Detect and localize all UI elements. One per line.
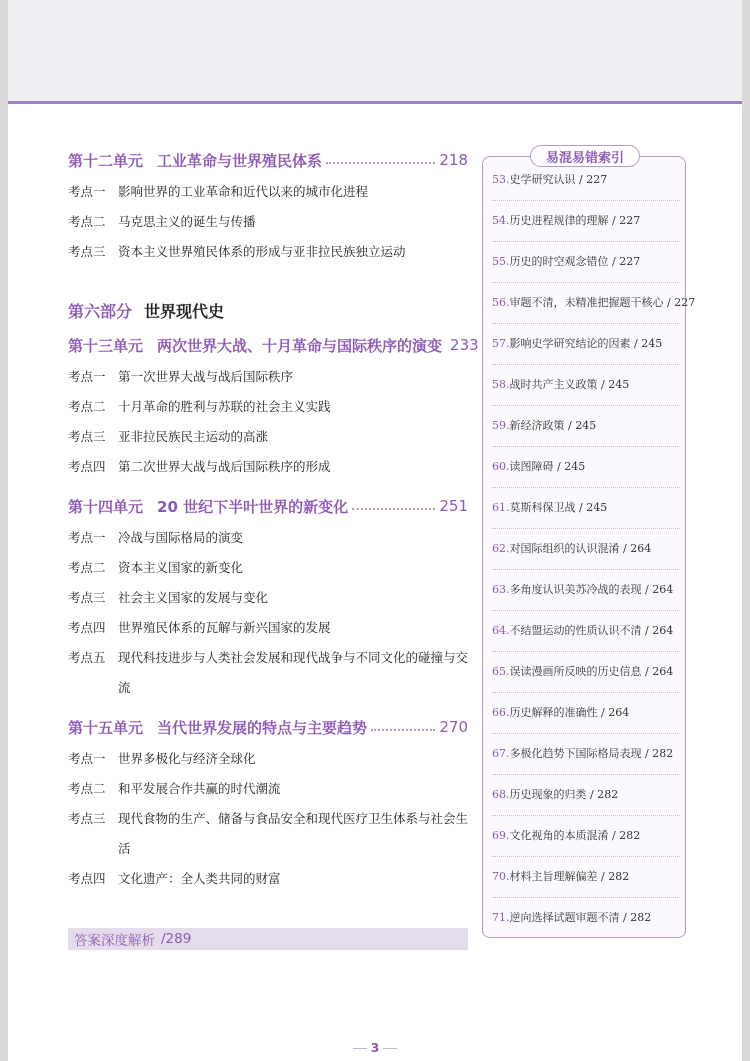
part-number: 第六部分 xyxy=(68,301,133,321)
unit-number: 第十五单元 xyxy=(68,718,144,737)
index-item-text: 历史解释的准确性 / 264 xyxy=(509,706,630,719)
index-separator xyxy=(492,774,680,775)
answer-analysis-link[interactable] xyxy=(68,928,468,950)
exam-point[interactable] xyxy=(68,207,478,237)
point-label: 考点四 xyxy=(68,459,106,474)
index-item[interactable] xyxy=(492,289,696,317)
index-item[interactable] xyxy=(492,658,684,686)
index-item-number: 70. xyxy=(492,870,510,883)
exam-point[interactable] xyxy=(68,864,478,894)
unit-heading[interactable] xyxy=(68,333,479,357)
index-item[interactable] xyxy=(492,248,684,276)
point-label: 考点三 xyxy=(68,429,106,444)
point-text: 第一次世界大战与战后国际秩序 xyxy=(118,369,294,384)
index-item-number: 56. xyxy=(492,296,510,309)
point-text: 影响世界的工业革命和近代以来的城市化进程 xyxy=(118,184,369,199)
point-label: 考点五 xyxy=(68,650,106,665)
index-item-text: 新经济政策 / 245 xyxy=(509,419,597,432)
index-item-number: 61. xyxy=(492,501,510,514)
index-item-text: 逆向选择试题审题不清 / 282 xyxy=(509,911,652,924)
point-label: 考点一 xyxy=(68,530,106,545)
index-item-text: 不结盟运动的性质认识不清 / 264 xyxy=(509,624,674,637)
point-text: 资本主义国家的新变化 xyxy=(118,560,244,575)
index-item[interactable] xyxy=(492,207,684,235)
index-item-number: 68. xyxy=(492,788,510,801)
index-item-number: 67. xyxy=(492,747,510,760)
unit-heading[interactable] xyxy=(68,148,468,172)
exam-point[interactable] xyxy=(68,804,478,864)
index-item-number: 58. xyxy=(492,378,510,391)
exam-point[interactable] xyxy=(68,362,478,392)
point-text: 现代科技进步与人类社会发展和现代战争与不同文化的碰撞与交流 xyxy=(118,650,469,695)
index-item-text: 影响史学研究结论的因素 / 245 xyxy=(509,337,663,350)
leader-dots xyxy=(326,162,435,164)
leader-dots xyxy=(352,508,435,510)
unit-heading[interactable] xyxy=(68,494,468,518)
index-item-number: 53. xyxy=(492,173,510,186)
point-text: 马克思主义的诞生与传播 xyxy=(118,214,256,229)
exam-point[interactable] xyxy=(68,613,478,643)
unit-number: 第十二单元 xyxy=(68,151,144,170)
index-item[interactable] xyxy=(492,576,684,604)
unit-title: 两次世界大战、十月革命与国际秩序的演变 xyxy=(157,336,443,355)
footer-rule xyxy=(383,1048,397,1049)
exam-point[interactable] xyxy=(68,523,478,553)
part-heading[interactable] xyxy=(68,298,224,322)
point-label: 考点二 xyxy=(68,399,106,414)
index-item[interactable] xyxy=(492,740,684,768)
index-item[interactable] xyxy=(492,453,684,481)
unit-title: 工业革命与世界殖民体系 xyxy=(157,151,323,170)
exam-point[interactable] xyxy=(68,452,478,482)
index-item-text: 历史现象的归类 / 282 xyxy=(509,788,619,801)
point-text: 世界殖民体系的瓦解与新兴国家的发展 xyxy=(118,620,331,635)
index-item-text: 误读漫画所反映的历史信息 / 264 xyxy=(509,665,674,678)
unit-page: 270 xyxy=(439,718,468,736)
index-separator xyxy=(492,241,680,242)
index-item[interactable] xyxy=(492,166,684,194)
page xyxy=(8,0,742,1061)
index-separator xyxy=(492,610,680,611)
point-label: 考点二 xyxy=(68,214,106,229)
point-text: 资本主义世界殖民体系的形成与亚非拉民族独立运动 xyxy=(118,244,406,259)
index-separator xyxy=(492,405,680,406)
point-text: 社会主义国家的发展与变化 xyxy=(118,590,269,605)
unit-number: 第十三单元 xyxy=(68,336,144,355)
index-item-number: 66. xyxy=(492,706,510,719)
unit-page: 251 xyxy=(439,497,468,515)
index-separator xyxy=(492,446,680,447)
point-text: 和平发展合作共赢的时代潮流 xyxy=(118,781,281,796)
index-separator xyxy=(492,733,680,734)
index-item-text: 材料主旨理解偏差 / 282 xyxy=(509,870,630,883)
index-separator xyxy=(492,282,680,283)
point-label: 考点四 xyxy=(68,871,106,886)
index-separator xyxy=(492,692,680,693)
unit-heading[interactable] xyxy=(68,715,468,739)
point-label: 考点四 xyxy=(68,620,106,635)
index-item[interactable] xyxy=(492,412,684,440)
exam-point[interactable] xyxy=(68,744,478,774)
index-item-text: 审题不清，未精准把握题干核心 / 227 xyxy=(509,296,696,309)
index-item-text: 战时共产主义政策 / 245 xyxy=(509,378,630,391)
index-item[interactable] xyxy=(492,330,684,358)
unit-number: 第十四单元 xyxy=(68,497,144,516)
point-label: 考点二 xyxy=(68,781,106,796)
index-item-text: 文化视角的本质混淆 / 282 xyxy=(509,829,641,842)
index-item-number: 65. xyxy=(492,665,510,678)
exam-point[interactable] xyxy=(68,422,478,452)
index-item-number: 62. xyxy=(492,542,510,555)
index-item[interactable] xyxy=(492,904,684,932)
point-label: 考点三 xyxy=(68,811,106,826)
index-item-text: 读图障碍 / 245 xyxy=(509,460,586,473)
index-separator xyxy=(492,815,680,816)
index-item-number: 69. xyxy=(492,829,510,842)
index-item[interactable] xyxy=(492,699,684,727)
exam-point[interactable] xyxy=(68,177,478,207)
index-separator xyxy=(492,487,680,488)
index-item[interactable] xyxy=(492,371,684,399)
exam-point[interactable] xyxy=(68,237,478,267)
header-band xyxy=(8,0,742,104)
index-item[interactable] xyxy=(492,617,684,645)
index-separator xyxy=(492,856,680,857)
exam-point[interactable] xyxy=(68,774,478,804)
index-item[interactable] xyxy=(492,494,684,522)
page-number-text: 3 xyxy=(370,1041,380,1055)
leader-dots xyxy=(371,729,435,731)
index-item-number: 54. xyxy=(492,214,510,227)
point-text: 十月革命的胜利与苏联的社会主义实践 xyxy=(118,399,331,414)
point-text: 冷战与国际格局的演变 xyxy=(118,530,244,545)
index-item[interactable] xyxy=(492,863,684,891)
point-text: 现代食物的生产、储备与食品安全和现代医疗卫生体系与社会生活 xyxy=(118,811,469,856)
point-label: 考点一 xyxy=(68,369,106,384)
exam-point[interactable] xyxy=(68,583,478,613)
index-separator xyxy=(492,897,680,898)
unit-title: 20 世纪下半叶世界的新变化 xyxy=(157,497,349,516)
answer-page: /289 xyxy=(161,931,192,947)
index-item-text: 莫斯科保卫战 / 245 xyxy=(509,501,608,514)
exam-point[interactable] xyxy=(68,643,478,703)
index-separator xyxy=(492,323,680,324)
exam-point[interactable] xyxy=(68,392,478,422)
index-item-number: 63. xyxy=(492,583,510,596)
unit-title: 当代世界发展的特点与主要趋势 xyxy=(157,718,368,737)
unit-page: 218 xyxy=(439,151,468,169)
footer-rule xyxy=(353,1048,367,1049)
point-text: 世界多极化与经济全球化 xyxy=(118,751,256,766)
point-label: 考点一 xyxy=(68,184,106,199)
point-label: 考点二 xyxy=(68,560,106,575)
index-item[interactable] xyxy=(492,535,684,563)
index-item-text: 史学研究认识 / 227 xyxy=(509,173,608,186)
index-separator xyxy=(492,569,680,570)
index-item-number: 57. xyxy=(492,337,510,350)
index-item-number: 59. xyxy=(492,419,510,432)
index-separator xyxy=(492,651,680,652)
point-text: 亚非拉民族民主运动的高涨 xyxy=(118,429,269,444)
index-item-number: 71. xyxy=(492,911,510,924)
index-item[interactable] xyxy=(492,781,684,809)
index-separator xyxy=(492,200,680,201)
index-item-text: 历史进程规律的理解 / 227 xyxy=(509,214,641,227)
point-text: 第二次世界大战与战后国际秩序的形成 xyxy=(118,459,331,474)
index-item-text: 多极化趋势下国际格局表现 / 282 xyxy=(509,747,674,760)
index-item-text: 历史的时空观念错位 / 227 xyxy=(509,255,641,268)
index-item-number: 64. xyxy=(492,624,510,637)
answer-label: 答案深度解析 xyxy=(74,933,155,949)
index-title: 易混易错索引 xyxy=(530,145,640,167)
index-separator xyxy=(492,528,680,529)
exam-point[interactable] xyxy=(68,553,478,583)
index-item-number: 55. xyxy=(492,255,510,268)
unit-page: 233 xyxy=(450,336,479,354)
page-number xyxy=(8,1038,742,1058)
index-item-text: 对国际组织的认识混淆 / 264 xyxy=(509,542,652,555)
index-separator xyxy=(492,364,680,365)
point-label: 考点一 xyxy=(68,751,106,766)
point-label: 考点三 xyxy=(68,244,106,259)
point-text: 文化遗产：全人类共同的财富 xyxy=(118,871,281,886)
index-item-number: 60. xyxy=(492,460,510,473)
index-item[interactable] xyxy=(492,822,684,850)
index-item-text: 多角度认识美苏冷战的表现 / 264 xyxy=(509,583,674,596)
part-title: 世界现代史 xyxy=(144,301,225,321)
point-label: 考点三 xyxy=(68,590,106,605)
